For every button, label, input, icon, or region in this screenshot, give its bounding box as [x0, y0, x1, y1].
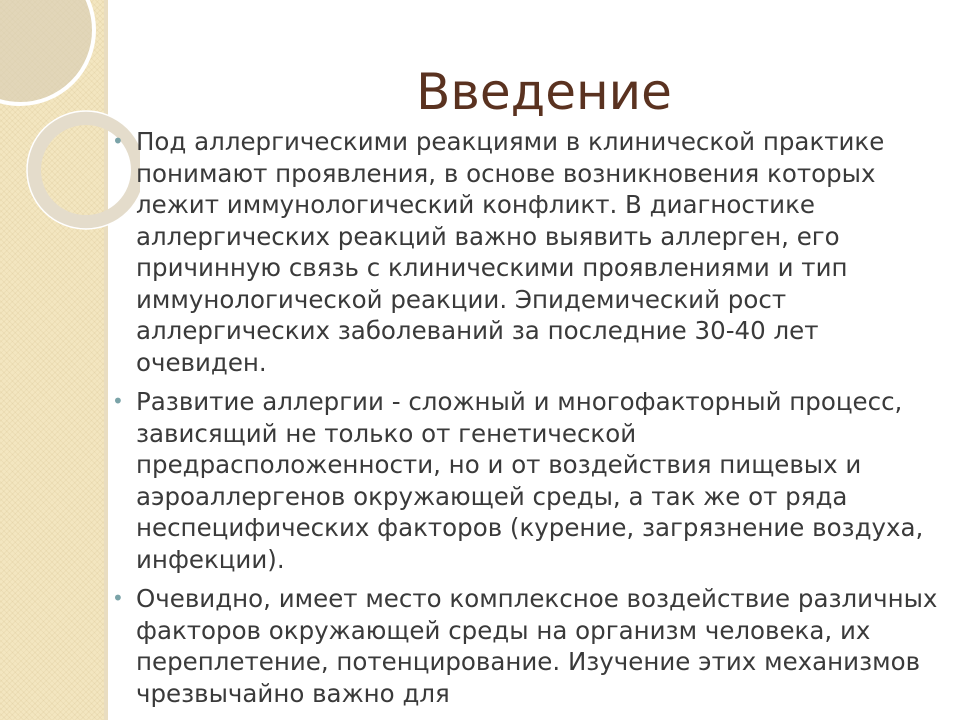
- bullet-dot-icon: •: [112, 586, 124, 610]
- bullet-text: Развитие аллергии - сложный и многофакторный процесс, зависящий не только от генетической предрасположенности, но и от воздействия пищевых и аэроаллергенов окружающей среды, а так же от ряда неспецифических факторов (курение, загрязнение воздуха, инфекции).: [136, 387, 924, 574]
- bullet-item: [108, 126, 948, 378]
- bullet-text: Под аллергическими реакциями в клинической практике понимают проявления, в основе возникновения которых лежит иммунологический конфликт. В диагностике аллергических реакций важно выявить аллерген, его причинную связь с клиническими проявлениями и тип иммунологической реакции. Эпидемический рост аллергических заболеваний за последние 30-40 лет очевиден.: [136, 127, 885, 377]
- bullet-item: [108, 386, 948, 575]
- slide-title: Введение: [416, 63, 672, 121]
- bullet-text: Очевидно, имеет место комплексное воздействие различных факторов окружающей среды на организм человека, их переплетение, потенцирование. Изучение этих механизмов чрезвычайно важно для: [136, 584, 938, 708]
- decorative-ring-top-fill: [0, 0, 94, 104]
- bullet-dot-icon: •: [112, 129, 124, 153]
- bullet-item: [108, 583, 948, 709]
- bullet-dot-icon: •: [112, 389, 124, 413]
- bullet-list: [108, 126, 948, 720]
